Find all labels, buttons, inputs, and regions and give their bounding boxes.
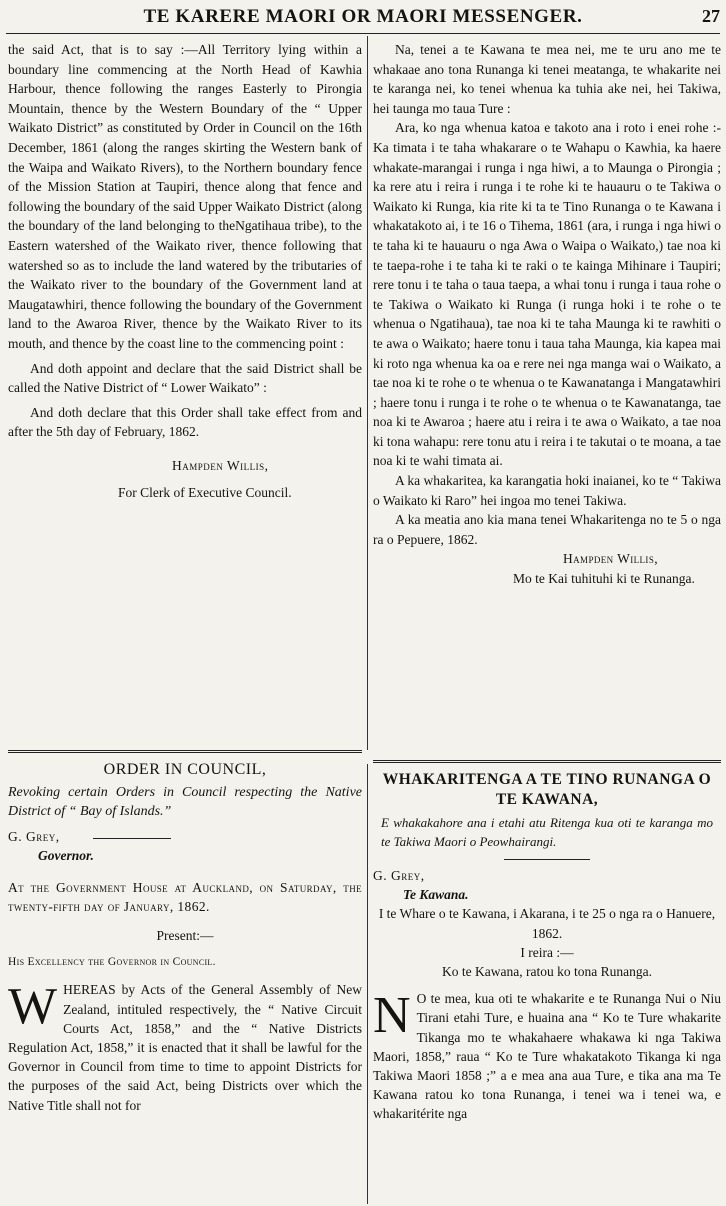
boundary-paragraph: the said Act, that is to say :—All Territory lying within a boundary line commencing at the North Head of Kawhia Harbour, thence following the ranges Easterly to Pirongia Mountain, thence by the Western Boundary of the “ Upper Waikato District” as constituted by Order in Council on the 16th December, 1861 (along the ranges skirting the Western bank of the Waipa and Waikato Rivers), to the Northern boundary fence of the Mission Station at Taupiri, thence along that fence and following the boundary of the said Upper Waikato District (along the boundary of the land belonging to theNgatihaua tribe), to the Eastern watershed of the Waikato river, thence following that watershed so as to include the land watered by the tributaries of the Waikato river to the boundary of the Government land at Maugatawhiri, thence following the boundary of the Government land to the Awaroa River, thence by the Waikato River to its mouth, and thence by the coast line to the commencing point : (8, 42, 362, 351)
order-heading: ORDER IN COUNCIL, (103, 761, 267, 778)
place-date: At the Government House at Auckland, on Saturday, the twenty-fifth day of January, 1862. (8, 879, 362, 914)
maori-place-date: I te Whare o te Kawana, i Akarana, i te 25 o nga ra o Hanuere, 1862. (378, 906, 716, 941)
english-proclamation-continued (8, 40, 362, 744)
maori-governor-name: G. Grey, (373, 868, 425, 883)
governor-dash (93, 838, 171, 839)
maori-signature-name: Hampden Willis, (563, 551, 658, 567)
maori-order-subtitle: E whakakahore ana i etahi atu Ritenga kua oti te karanga mo te Takiwa Maori o Peowhairangi. (381, 815, 713, 849)
running-title: TE KARERE MAORI OR MAORI MESSENGER. (143, 6, 583, 27)
section-rule-left (8, 750, 362, 753)
order-in-council-english (8, 756, 362, 1204)
running-head (0, 2, 726, 32)
maori-governor-line (373, 866, 721, 885)
signature-name: Hampden Willis, (172, 457, 269, 473)
governor-title: Governor. (38, 848, 94, 864)
header-rule (6, 33, 720, 34)
maori-governor-title: Te Kawana. (403, 887, 469, 903)
signature-title: For Clerk of Executive Council. (118, 485, 292, 501)
column-rule-bottom (367, 764, 368, 1204)
maori-order-body-text: O te mea, kua oti te whakarite e te Runanga Nui o Niu Tirani etahi Ture, e huaina ana “ Ko te Ture whakarite Tikanga mo te whakahaere whakawa ki nga Takiwa Maori, 1858,” raua “ Ko te Ture whakatakoto Tikanga ki nga Takiwa Maori 1858 ;” a e mea ana aua Ture, e tika ana ma Te Kawana ratou ko tona Runanga, i tenei wa i tenei wa, e whakaritérite nga (373, 991, 721, 1122)
maori-drop-cap: N (373, 987, 411, 1045)
order-in-council-maori (373, 766, 721, 1204)
column-rule-top (367, 36, 368, 750)
maori-boundary-paragraph: Ara, ko nga whenua katoa e takoto ana i roto i enei rohe :- Ka timata i te taha whakarare o te Wahapu o Kawhia, ka haere whakate-marangai i runga i nga hiwi, a to Maunga o Pirongia ; ka rere atu i reira i runga i te rohe ki te hauauru o te Takiwa o Waikato ki Runga, kia rite ki ta te Tino Runanga o te Kawana i whakatakoto ai, i te 16 o Tihema, 1861 (ara, i runga i nga hiwi o te taha ki te hauauru o nga Awa o Waipa o Waikato,) tae noa ki te taepa-rohe i te taha ki te raki o te kainga Mihinare i Taupiri; rere tonu i te taha o taua taepa, a whai tonu i runga i taua rohe o te Takiwa o Waikato ki Runga (i runga hoki i te rohe o te whenua o Ngatihaua), tae noa ki te taha Maunga ki te rawhiti o te awa o Waikato; haere tonu i taua taha Maunga, kia kapea mai ki roto nga whenua ka oa e rere nei nga manga wai o Waikato, a tae noa ki te rohe o te whenua o te Kawanatanga i Mangatawhiri ; haere tonu i runga i te rohe o te whenua o te Kawanatanga, tae noa ki te Awaroa ; haere atu i reira i te awa o Waikato, a tae noa ki tona wahapu: rere tonu atu i reira i te takutai o te moana, a tae noa ki te wahi timata ai. (373, 120, 721, 469)
district-name-paragraph: And doth appoint and declare that the said District shall be called the Native District of “ Lower Waikato” : (8, 360, 362, 396)
order-body-text: HEREAS by Acts of the General Assembly of New Zealand, intituled respectively, the “ Native Circuit Courts Act, 1858,” and the “ Native Districts Regulation Act, 1858,” it is enacted that it shall be lawful for the Governor in Council from time to time to appoint Districts for the purposes of the said Act, being Districts over which the Native Title shall not for (8, 982, 362, 1113)
maori-order-heading: WHAKARITENGA A TE TINO RUNANGA O TE KAWANA, (382, 771, 712, 808)
maori-intro-paragraph: Na, tenei a te Kawana te mea nei, me te uru ano me te whakaae ano tona Runanga ki tenei meatanga, te whakarite nei te karanga nei, ko tenei whenua ka tuhia ake nei, hei Takiwa, hei taunga mo taua Ture : (373, 42, 721, 116)
maori-proclamation-continued (373, 40, 721, 756)
maori-excellency-line: Ko te Kawana, ratou ko tona Runanga. (442, 964, 652, 980)
order-subtitle: Revoking certain Orders in Council respecting the Native District of “ Bay of Islands.” (8, 785, 362, 820)
center-rule (504, 859, 590, 860)
maori-district-name-paragraph: A ka whakaritea, ka karangatia hoki inaianei, ko te “ Takiwa o Waikato ki Raro” hei ingoa mo tenei Takiwa. (373, 473, 721, 508)
governor-line (8, 827, 362, 846)
effective-date-paragraph: And doth declare that this Order shall take effect from and after the 5th day of February, 1862. (8, 404, 362, 440)
present-label: Present:— (156, 928, 214, 944)
maori-signature-title: Mo te Kai tuhituhi ki te Runanga. (513, 571, 695, 587)
maori-order-body (373, 989, 721, 1123)
governor-name: G. Grey, (8, 829, 60, 845)
maori-present-label: I reira :— (520, 944, 574, 960)
page-number: 27 (702, 6, 720, 26)
section-rule-right (373, 760, 721, 763)
order-body (8, 980, 362, 1114)
maori-effective-date-paragraph: A ka meatia ano kia mana tenei Whakaritenga no te 5 o nga ra o Pepuere, 1862. (373, 512, 721, 547)
drop-cap: W (8, 978, 58, 1036)
excellency-line: His Excellency the Governor in Council. (8, 956, 216, 969)
